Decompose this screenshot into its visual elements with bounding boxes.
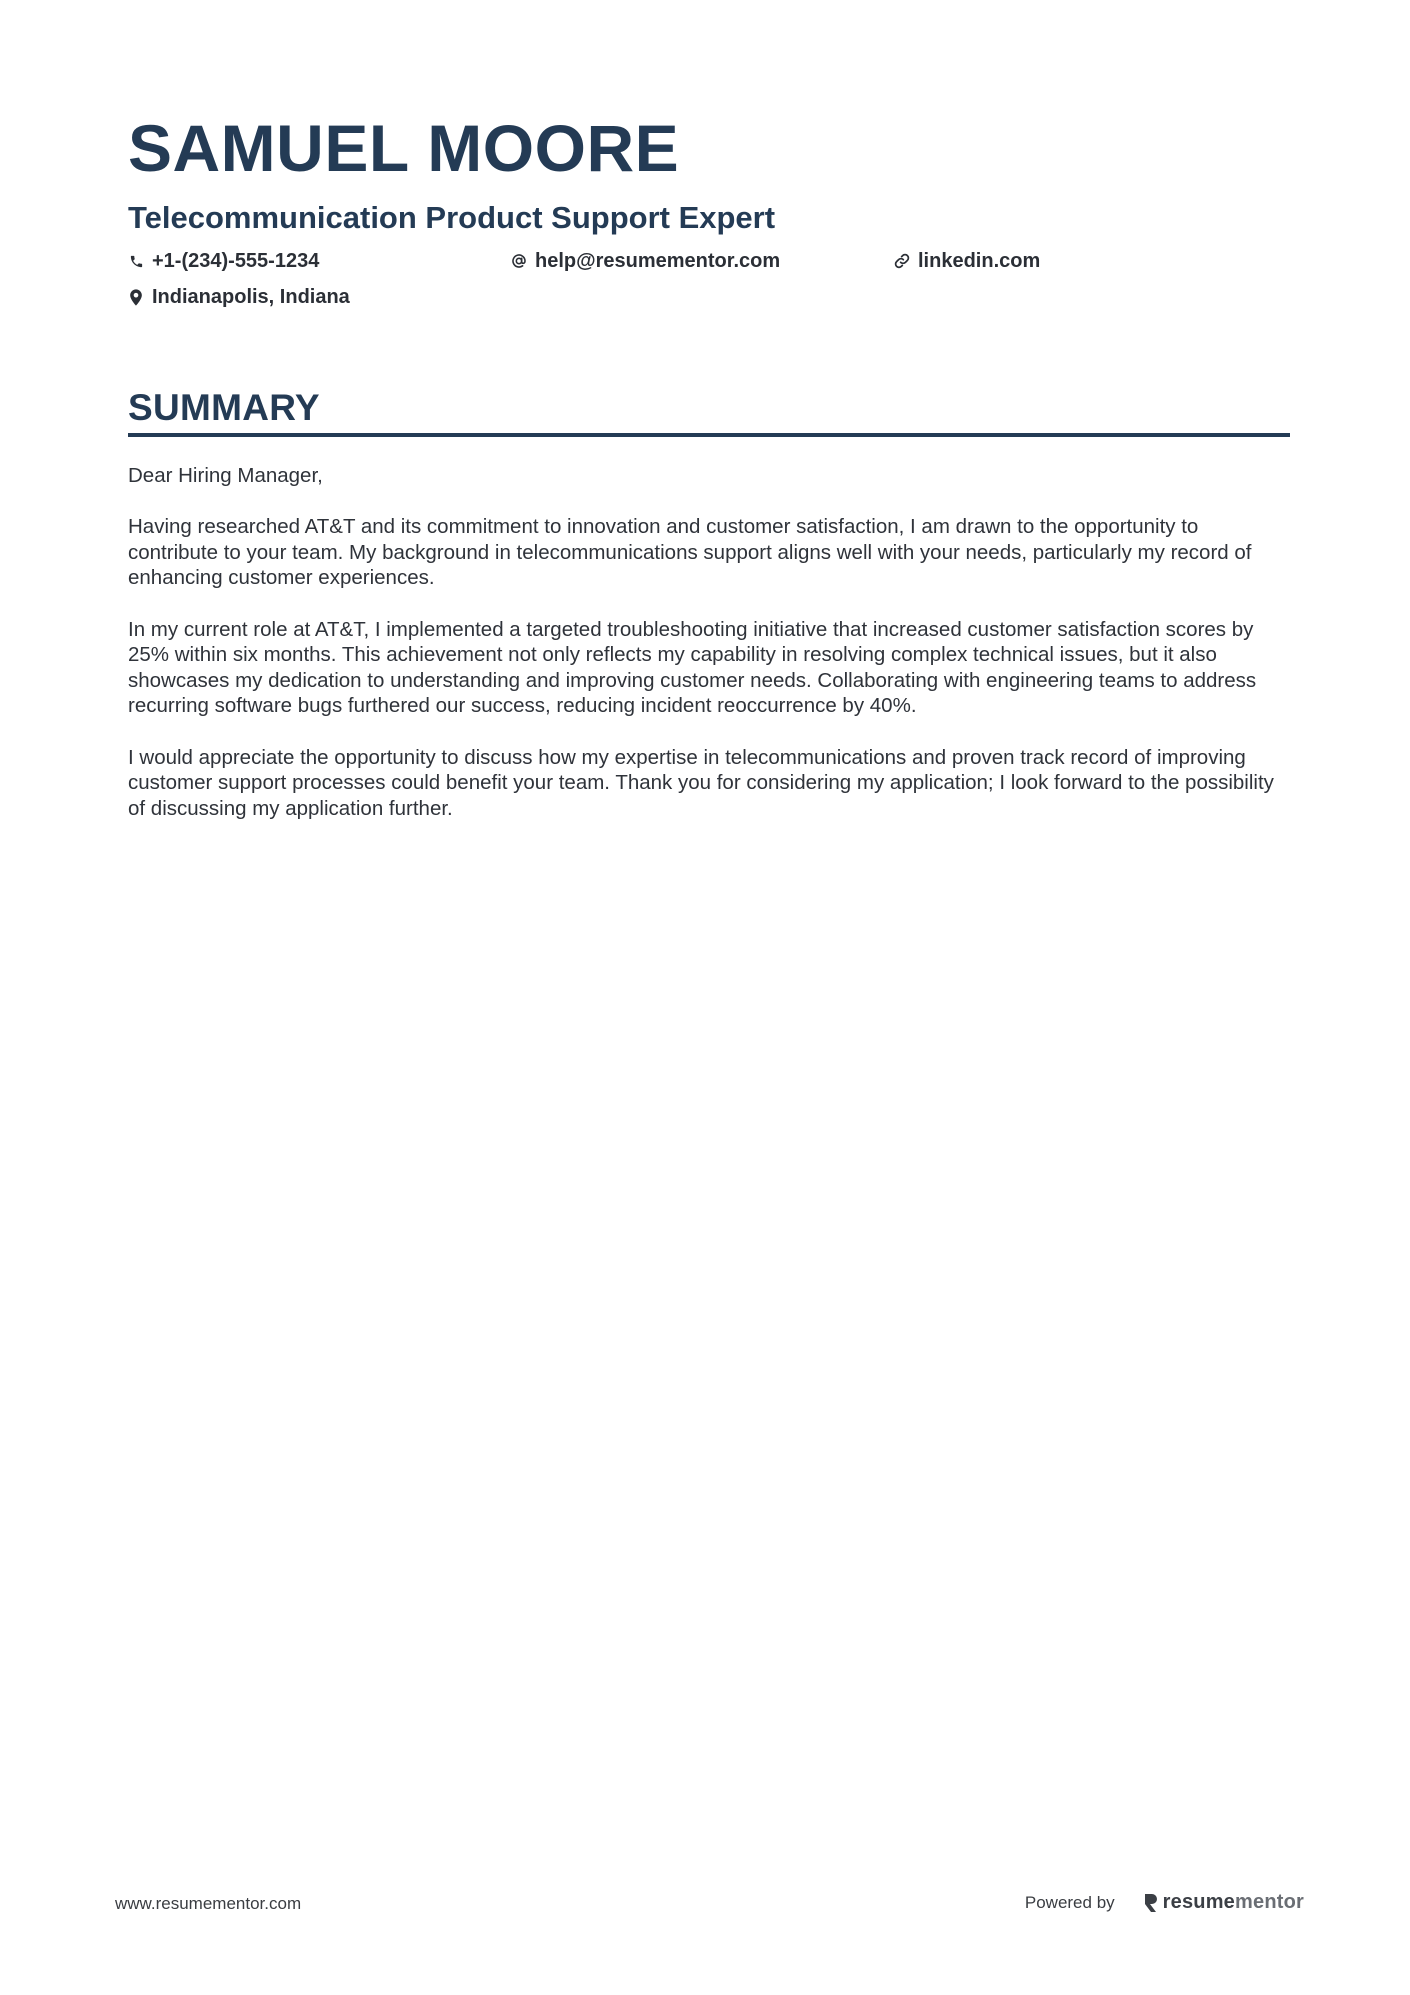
candidate-name: SAMUEL MOORE <box>128 111 680 185</box>
letter-paragraph: Having researched AT&T and its commitment to innovation and customer satisfaction, I am drawn to the opportunity to contribute to your team. My background in telecommunications support aligns well with your needs, particularly my record of enhancing customer experiences. <box>128 515 1252 590</box>
contact-email[interactable] <box>511 248 780 274</box>
powered-by-label: Powered by <box>1024 1892 1115 1912</box>
phone-icon <box>128 252 144 270</box>
link-icon <box>894 252 910 270</box>
contact-phone <box>128 248 319 274</box>
letter-paragraph: In my current role at AT&T, I implemented a targeted troubleshooting initiative that increased customer satisfaction scores by 25% within six months. This achievement not only reflects my capability in resolving complex technical issues, but it also showcases my dedication to understanding and improving customer needs. Collaborating with engineering teams to address recurring software bugs furthered our success, reducing incident reoccurrence by 40%. <box>128 617 1257 718</box>
footer-website[interactable]: www.resumementor.com <box>115 1894 302 1913</box>
contact-location <box>128 284 350 310</box>
resume-header <box>128 108 1288 320</box>
cover-letter-body <box>128 463 1290 821</box>
salutation: Dear Hiring Manager, <box>128 464 323 487</box>
location-text: Indianapolis, Indiana <box>152 286 350 308</box>
contact-info <box>128 248 1288 320</box>
letter-paragraph: I would appreciate the opportunity to discuss how my expertise in telecommunications and proven track record of improving customer support processes could benefit your team. Thank you for considering my application; I look forward to the possibility of discussing my application further. <box>128 745 1274 820</box>
section-heading-summary: SUMMARY <box>128 387 320 428</box>
phone-text: +1-(234)-555-1234 <box>152 250 320 272</box>
brand-logo[interactable] <box>1143 1891 1304 1914</box>
map-pin-icon <box>128 288 144 306</box>
brand-name-primary: resume <box>1162 1891 1236 1913</box>
section-divider <box>128 433 1290 437</box>
brand-name-secondary: mentor <box>1235 1891 1304 1913</box>
contact-link[interactable] <box>894 248 1040 274</box>
email-text[interactable]: help@resumementor.com <box>535 250 781 272</box>
link-text[interactable]: linkedin.com <box>918 250 1041 272</box>
job-title: Telecommunication Product Support Expert <box>128 200 776 235</box>
summary-section <box>128 385 1290 847</box>
at-icon <box>511 252 527 270</box>
brand-mark-icon <box>1143 1893 1159 1913</box>
footer-branding <box>1025 1891 1304 1914</box>
